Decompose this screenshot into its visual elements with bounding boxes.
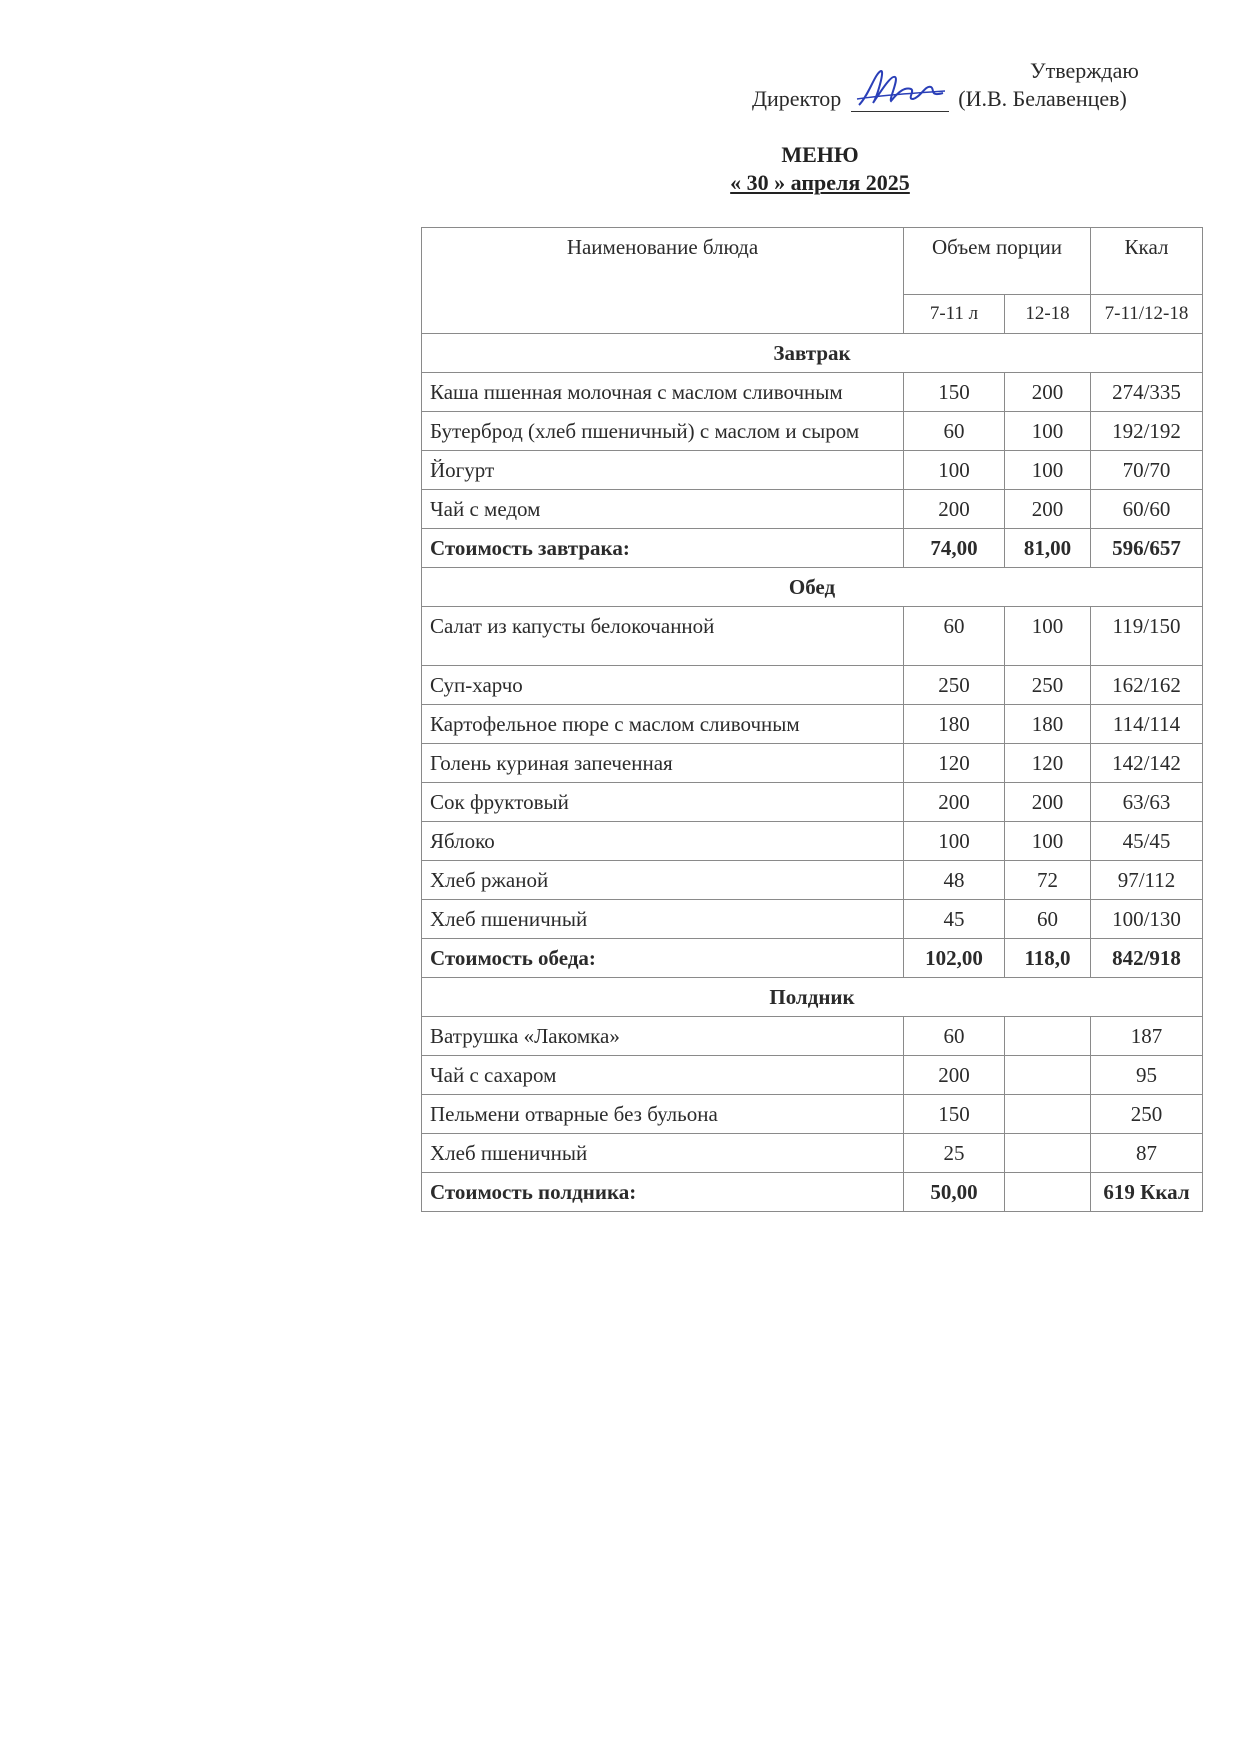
total-kcal: 842/918 [1091,939,1203,978]
table-row [422,666,1203,705]
total-kcal: 619 Ккал [1091,1173,1203,1212]
table-row [422,861,1203,900]
total-row-lunch [422,939,1203,978]
table-row [422,1095,1203,1134]
kcal: 187 [1091,1017,1203,1056]
portion-12-18: 200 [1005,373,1091,412]
portion-7-11: 200 [904,490,1005,529]
kcal: 142/142 [1091,744,1203,783]
portion-7-11: 45 [904,900,1005,939]
portion-12-18: 100 [1005,822,1091,861]
table-row [422,900,1203,939]
portion-7-11: 200 [904,783,1005,822]
header-portion: Объем порции [904,228,1091,295]
kcal: 45/45 [1091,822,1203,861]
table-row [422,783,1203,822]
portion-12-18 [1005,1056,1091,1095]
portion-12-18: 100 [1005,412,1091,451]
table-row [422,451,1203,490]
total-price-7-11: 102,00 [904,939,1005,978]
dish-name: Каша пшенная молочная с маслом сливочным [422,373,904,412]
total-price-12-18 [1005,1173,1091,1212]
total-price-7-11: 74,00 [904,529,1005,568]
dish-name: Салат из капусты белокочанной [422,607,904,666]
portion-7-11: 200 [904,1056,1005,1095]
portion-12-18 [1005,1095,1091,1134]
dish-name: Суп-харчо [422,666,904,705]
section-title: Обед [422,568,1203,607]
dish-name: Чай с медом [422,490,904,529]
table-row [422,412,1203,451]
dish-name: Чай с сахаром [422,1056,904,1095]
kcal: 70/70 [1091,451,1203,490]
portion-7-11: 100 [904,822,1005,861]
signature [851,87,949,112]
portion-12-18: 200 [1005,783,1091,822]
table-row [422,607,1203,666]
page-title: МЕНЮ [781,142,859,167]
total-label: Стоимость обеда: [422,939,904,978]
subheader-kcal: 7-11/12-18 [1091,295,1203,334]
portion-7-11: 120 [904,744,1005,783]
table-row [422,1056,1203,1095]
total-row-snack [422,1173,1203,1212]
dish-name: Хлеб ржаной [422,861,904,900]
portion-7-11: 60 [904,607,1005,666]
portion-12-18: 72 [1005,861,1091,900]
table-header-row [422,228,1203,295]
table-row [422,1134,1203,1173]
portion-12-18: 60 [1005,900,1091,939]
dish-name: Голень куриная запеченная [422,744,904,783]
director-name: (И.В. Белавенцев) [958,86,1127,111]
portion-12-18: 250 [1005,666,1091,705]
portion-7-11: 250 [904,666,1005,705]
portion-7-11: 60 [904,1017,1005,1056]
director-label: Директор [752,86,842,111]
portion-12-18: 120 [1005,744,1091,783]
dish-name: Пельмени отварные без бульона [422,1095,904,1134]
dish-name: Хлеб пшеничный [422,900,904,939]
dish-name: Йогурт [422,451,904,490]
kcal: 250 [1091,1095,1203,1134]
kcal: 87 [1091,1134,1203,1173]
dish-name: Бутерброд (хлеб пшеничный) с маслом и сыром [422,412,904,451]
section-title: Полдник [422,978,1203,1017]
portion-7-11: 100 [904,451,1005,490]
total-row-breakfast [422,529,1203,568]
portion-7-11: 48 [904,861,1005,900]
table-row [422,490,1203,529]
portion-12-18: 100 [1005,607,1091,666]
table-row [422,744,1203,783]
portion-7-11: 150 [904,1095,1005,1134]
dish-name: Ватрушка «Лакомка» [422,1017,904,1056]
kcal: 274/335 [1091,373,1203,412]
kcal: 192/192 [1091,412,1203,451]
section-title: Завтрак [422,334,1203,373]
kcal: 63/63 [1091,783,1203,822]
portion-7-11: 180 [904,705,1005,744]
subheader-age-12-18: 12-18 [1005,295,1091,334]
portion-7-11: 60 [904,412,1005,451]
dish-name: Хлеб пшеничный [422,1134,904,1173]
menu-table [421,227,1203,1212]
portion-7-11: 150 [904,373,1005,412]
kcal: 162/162 [1091,666,1203,705]
kcal: 100/130 [1091,900,1203,939]
dish-name: Картофельное пюре с маслом сливочным [422,705,904,744]
dish-name: Яблоко [422,822,904,861]
kcal: 114/114 [1091,705,1203,744]
portion-12-18 [1005,1017,1091,1056]
total-label: Стоимость завтрака: [422,529,904,568]
menu-date: « 30 » апреля 2025 [730,170,910,195]
total-price-12-18: 81,00 [1005,529,1091,568]
total-price-12-18: 118,0 [1005,939,1091,978]
total-kcal: 596/657 [1091,529,1203,568]
section-snack [422,978,1203,1017]
table-row [422,822,1203,861]
dish-name: Сок фруктовый [422,783,904,822]
signature-scribble-icon [855,65,947,113]
subheader-age-7-11: 7-11 л [904,295,1005,334]
section-lunch [422,568,1203,607]
kcal: 97/112 [1091,861,1203,900]
table-row [422,373,1203,412]
header-dish: Наименование блюда [422,228,904,334]
total-price-7-11: 50,00 [904,1173,1005,1212]
portion-12-18 [1005,1134,1091,1173]
kcal: 60/60 [1091,490,1203,529]
header-kcal: Ккал [1091,228,1203,295]
table-row [422,1017,1203,1056]
portion-7-11: 25 [904,1134,1005,1173]
total-label: Стоимость полдника: [422,1173,904,1212]
section-breakfast [422,334,1203,373]
table-row [422,705,1203,744]
portion-12-18: 200 [1005,490,1091,529]
portion-12-18: 180 [1005,705,1091,744]
kcal: 119/150 [1091,607,1203,666]
portion-12-18: 100 [1005,451,1091,490]
director-signature-line [752,86,1127,112]
kcal: 95 [1091,1056,1203,1095]
approve-label: Утверждаю [1030,58,1139,83]
